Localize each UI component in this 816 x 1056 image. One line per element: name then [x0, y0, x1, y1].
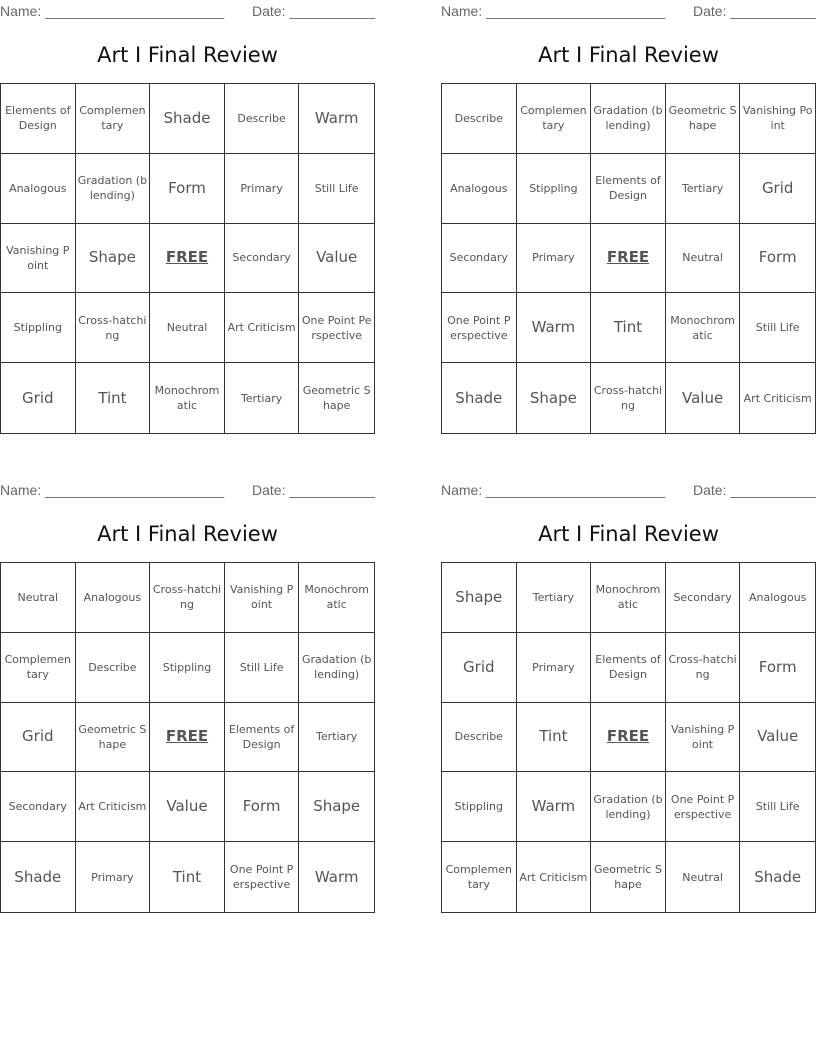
- bingo-cell: Monochromatic: [299, 563, 374, 633]
- bingo-cell: Primary: [517, 633, 592, 703]
- card-title: Art I Final Review: [97, 43, 278, 67]
- bingo-cell: Form: [740, 633, 815, 703]
- bingo-cell: Stippling: [1, 293, 76, 363]
- bingo-cell: Form: [740, 224, 815, 294]
- date-field: Date: ___________: [693, 482, 816, 498]
- bingo-cell: Value: [740, 703, 815, 773]
- bingo-cell: Geometric Shape: [666, 84, 741, 154]
- free-space: FREE: [591, 703, 666, 773]
- bingo-cell: One Point Perspective: [442, 293, 517, 363]
- bingo-cell: Complementary: [442, 842, 517, 912]
- bingo-cell: Stippling: [442, 772, 517, 842]
- card-header: [0, 3, 375, 19]
- bingo-cell: Vanishing Point: [225, 563, 300, 633]
- bingo-cell: Geometric Shape: [591, 842, 666, 912]
- bingo-cell: Geometric Shape: [76, 703, 151, 773]
- bingo-cell: Tertiary: [225, 363, 300, 433]
- bingo-cell: Tint: [76, 363, 151, 433]
- bingo-cell: Stippling: [517, 154, 592, 224]
- card-header: [441, 482, 816, 498]
- bingo-cell: Form: [150, 154, 225, 224]
- card-header: [0, 482, 375, 498]
- bingo-cell: Grid: [1, 363, 76, 433]
- bingo-cell: Shape: [517, 363, 592, 433]
- bingo-cell: Secondary: [1, 772, 76, 842]
- bingo-cell: Describe: [442, 703, 517, 773]
- name-field: Name: _______________________: [441, 482, 666, 498]
- bingo-cell: One Point Perspective: [225, 842, 300, 912]
- bingo-cell: Elements of Design: [591, 154, 666, 224]
- free-space: FREE: [591, 224, 666, 294]
- bingo-grid: [441, 562, 816, 913]
- bingo-cell: Grid: [740, 154, 815, 224]
- bingo-cell: Monochromatic: [591, 563, 666, 633]
- card-title: Art I Final Review: [97, 522, 278, 546]
- bingo-cell: Form: [225, 772, 300, 842]
- bingo-cell: Analogous: [1, 154, 76, 224]
- bingo-grid: [0, 83, 375, 434]
- bingo-cell: Shape: [76, 224, 151, 294]
- bingo-cell: Tint: [150, 842, 225, 912]
- bingo-cell: Shape: [442, 563, 517, 633]
- bingo-cell: Value: [150, 772, 225, 842]
- bingo-cell: Art Criticism: [225, 293, 300, 363]
- bingo-cell: Warm: [314, 867, 359, 886]
- bingo-cell: Primary: [225, 154, 300, 224]
- bingo-cell: Complementary: [517, 84, 592, 154]
- bingo-cell: Elements of Design: [591, 633, 666, 703]
- bingo-cell: Secondary: [666, 563, 741, 633]
- bingo-cell: Secondary: [442, 224, 517, 294]
- bingo-cell: Describe: [442, 84, 517, 154]
- bingo-cell: Grid: [1, 703, 76, 773]
- bingo-cell: Geometric Shape: [302, 384, 371, 413]
- bingo-cell: Monochromatic: [150, 363, 225, 433]
- bingo-cell: Neutral: [150, 293, 225, 363]
- bingo-cell: Still Life: [740, 293, 815, 363]
- bingo-cell: Gradation (blending): [591, 772, 666, 842]
- bingo-cell: Vanishing Point: [666, 703, 741, 773]
- card-title: Art I Final Review: [538, 43, 719, 67]
- bingo-cell: Tertiary: [666, 154, 741, 224]
- bingo-cell: Tint: [591, 293, 666, 363]
- bingo-cell: Neutral: [666, 842, 741, 912]
- bingo-cell: Gradation (blending): [591, 84, 666, 154]
- date-field: Date: ___________: [693, 3, 816, 19]
- bingo-cell: Tint: [517, 703, 592, 773]
- bingo-cell: Describe: [225, 84, 300, 154]
- bingo-cell: Elements of Design: [225, 703, 300, 773]
- bingo-grid: [441, 83, 816, 434]
- bingo-cell: Shape: [299, 772, 374, 842]
- name-field: Name: _______________________: [441, 3, 666, 19]
- bingo-grid: [0, 562, 375, 913]
- bingo-cell: Cross-hatching: [591, 363, 666, 433]
- name-field: Name: _______________________: [0, 3, 225, 19]
- free-space: FREE: [150, 703, 225, 773]
- bingo-cell: Art Criticism: [76, 772, 151, 842]
- bingo-card-1: [0, 0, 375, 440]
- bingo-cell: Gradation (blending): [76, 154, 151, 224]
- bingo-cell: Analogous: [442, 154, 517, 224]
- bingo-cell: One Point Perspective: [299, 293, 374, 363]
- card-title: Art I Final Review: [538, 522, 719, 546]
- name-field: Name: _______________________: [0, 482, 225, 498]
- bingo-cell: Still Life: [740, 772, 815, 842]
- card-header: [441, 3, 816, 19]
- bingo-cell: Cross-hatching: [76, 293, 151, 363]
- bingo-cell: Vanishing Point: [1, 224, 76, 294]
- bingo-cell: Still Life: [225, 633, 300, 703]
- bingo-cell: Describe: [76, 633, 151, 703]
- bingo-cell: Primary: [517, 224, 592, 294]
- bingo-cell: Shade: [1, 842, 76, 912]
- date-field: Date: ___________: [252, 3, 375, 19]
- bingo-cell: Warm: [517, 293, 592, 363]
- bingo-cell: Shade: [150, 84, 225, 154]
- bingo-cell: Cross-hatching: [150, 563, 225, 633]
- bingo-cell: Value: [299, 224, 374, 294]
- bingo-cell: Warm: [517, 772, 592, 842]
- bingo-card-3: [0, 479, 375, 919]
- bingo-cell: Primary: [76, 842, 151, 912]
- bingo-cell: Elements of Design: [1, 84, 76, 154]
- bingo-cell: Value: [666, 363, 741, 433]
- bingo-cell: Secondary: [225, 224, 300, 294]
- bingo-cell: Art Criticism: [517, 842, 592, 912]
- bingo-card-2: [441, 0, 816, 440]
- bingo-cell: Stippling: [150, 633, 225, 703]
- bingo-cell: Complementary: [1, 633, 76, 703]
- bingo-cell: Shade: [442, 363, 517, 433]
- bingo-cell: Vanishing Point: [740, 84, 815, 154]
- bingo-cell: Shade: [754, 867, 802, 886]
- bingo-cell: Monochromatic: [666, 293, 741, 363]
- bingo-cell: Complementary: [76, 84, 151, 154]
- bingo-cell: Art Criticism: [743, 391, 812, 405]
- bingo-cell: Still Life: [299, 154, 374, 224]
- bingo-card-4: [441, 479, 816, 919]
- bingo-cell: One Point Perspective: [666, 772, 741, 842]
- bingo-cell: Analogous: [740, 563, 815, 633]
- bingo-cell: Cross-hatching: [666, 633, 741, 703]
- bingo-cell: Neutral: [1, 563, 76, 633]
- bingo-cell: Tertiary: [299, 703, 374, 773]
- bingo-cell: Grid: [442, 633, 517, 703]
- free-space: FREE: [150, 224, 225, 294]
- bingo-cell: Tertiary: [517, 563, 592, 633]
- date-field: Date: ___________: [252, 482, 375, 498]
- bingo-cell: Neutral: [666, 224, 741, 294]
- bingo-cell: Analogous: [76, 563, 151, 633]
- bingo-cell: Gradation (blending): [299, 633, 374, 703]
- bingo-cell: Warm: [299, 84, 374, 154]
